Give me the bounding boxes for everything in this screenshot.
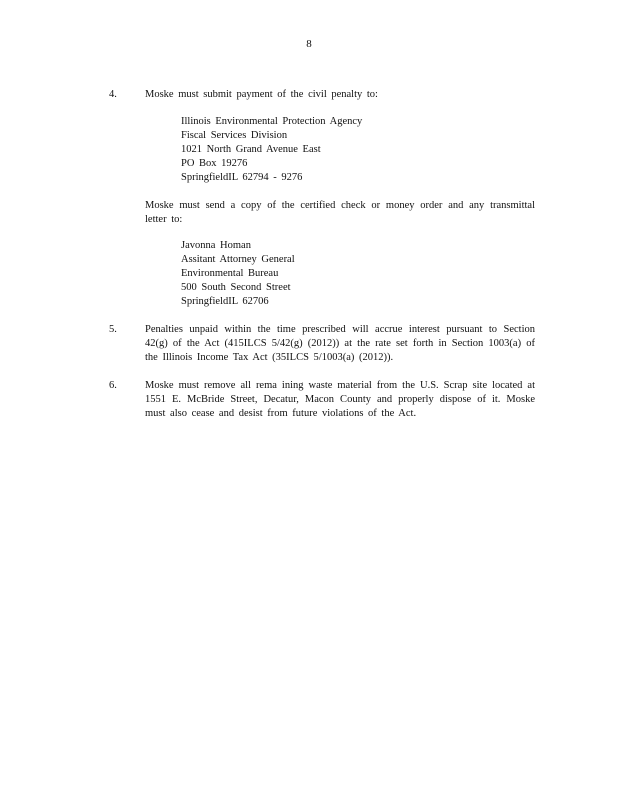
item-number: 4. (109, 89, 117, 100)
page-number: 8 (306, 38, 312, 50)
address-line: 1021 North Grand Avenue East (181, 144, 321, 155)
address-line: Assitant Attorney General (181, 254, 295, 265)
address-line: PO Box 19276 (181, 158, 248, 169)
copy-address-block (181, 239, 295, 309)
list-item-4 (109, 88, 539, 102)
payment-address-block (181, 115, 362, 185)
item-number: 5. (109, 324, 117, 335)
address-line: SpringfieldIL 62794 - 9276 (181, 172, 303, 183)
copy-instruction-paragraph: Moske must send a copy of the certified check or money order and any transmittal letter to: (145, 200, 535, 225)
list-item-6 (109, 379, 539, 421)
address-line: SpringfieldIL 62706 (181, 296, 269, 307)
address-line: Environmental Bureau (181, 268, 279, 279)
address-line: Javonna Homan (181, 240, 251, 251)
item-text: Moske must remove all rema ining waste material from the U.S. Scrap site located at 1551 E. McBride Street, Decatur, Macon County and properly dispose of it. Moske must also cease and desist from future violations of the Act. (145, 380, 535, 419)
item-text: Moske must submit payment of the civil penalty to: (145, 89, 378, 100)
list-item-5 (109, 323, 539, 365)
address-line: Fiscal Services Division (181, 130, 288, 141)
address-line: 500 South Second Street (181, 282, 291, 293)
item-number: 6. (109, 380, 117, 391)
item-text: Penalties unpaid within the time prescribed will accrue interest pursuant to Section 42(g) of the Act (415ILCS 5/42(g) (2012)) at the rate set forth in Section 1003(a) of the Illinois Income Tax Act (35ILCS 5/1003(a) (2012)). (145, 324, 535, 363)
address-line: Illinois Environmental Protection Agency (181, 116, 363, 127)
